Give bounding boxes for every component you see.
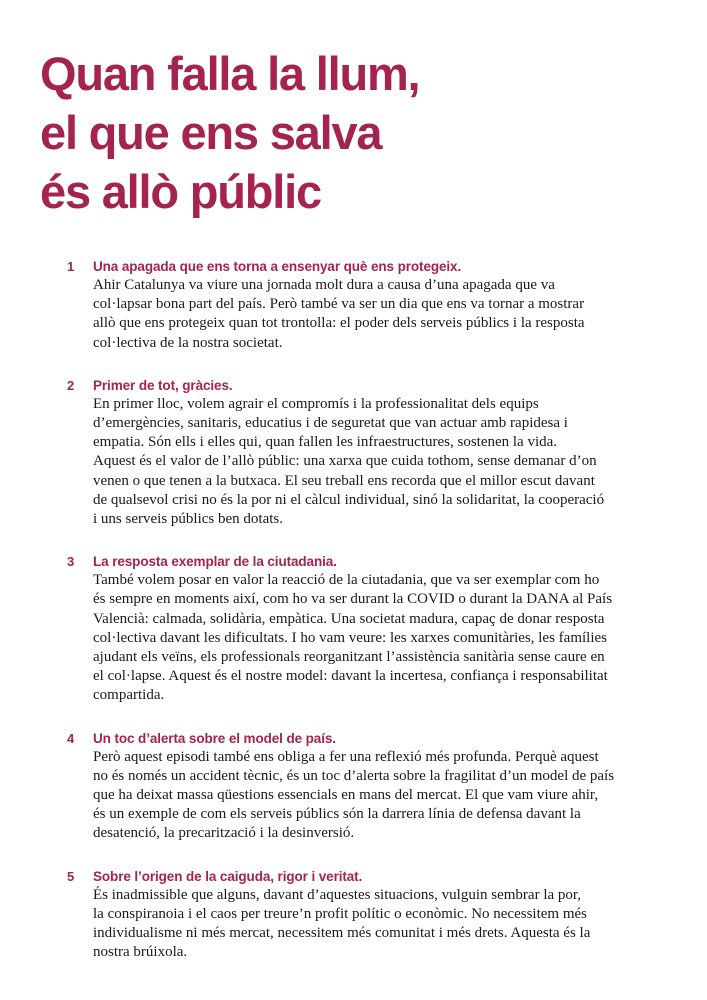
body-line: Valencià: calmada, solidària, empàtica. Una societat madura, capaç de donar resposta (93, 610, 605, 627)
section-heading: Sobre l’origen de la caiguda, rigor i veritat. (93, 868, 363, 884)
body-line: que ha deixat massa qüestions essencials en mans del mercat. El que vam viure ahir, (93, 787, 599, 804)
section-body (93, 395, 653, 529)
section-heading: La resposta exemplar de la ciutadania. (93, 554, 337, 570)
title-line-3: és allò públic (40, 165, 321, 218)
body-line: És inadmissible que alguns, davant d’aquestes situacions, vulguin sembrar la por, (93, 886, 582, 903)
section-content (93, 868, 653, 963)
body-line: ajudant els veïns, els professionals reorganitzant l’assistència sanitària sense caure en (93, 649, 605, 666)
body-line: Aquest és el valor de l’allò públic: una xarxa que cuida tothom, sense demanar d’on (93, 453, 597, 470)
section-content (93, 258, 653, 353)
body-line: desatenció, la precarització i la desinversió. (93, 825, 355, 842)
sections-list (0, 258, 707, 986)
body-line: compartida. (93, 687, 165, 704)
body-line: individualisme ni més mercat, necessitem més comunitat i més drets. Aquesta és la (93, 925, 591, 942)
section-body (93, 571, 653, 705)
section-3 (0, 553, 707, 705)
body-line: allò que ens protegeix quan tot trontolla: el poder dels serveis públics i la resposta (93, 315, 585, 332)
section-number: 2 (67, 377, 75, 393)
body-line: la conspiranoia i el caos per treure’n profit polític o econòmic. No necessitem més (93, 905, 587, 922)
section-heading: Primer de tot, gràcies. (93, 377, 233, 393)
section-content (93, 553, 653, 705)
body-line: i uns serveis públics ben dotats. (93, 511, 283, 528)
section-number: 1 (67, 259, 75, 274)
body-line: Ahir Catalunya va viure una jornada molt dura a causa d’una apagada que va (93, 277, 555, 293)
section-heading: Una apagada que ens torna a ensenyar què ens protegeix. (93, 259, 462, 274)
section-4 (0, 730, 707, 844)
section-content (93, 730, 653, 844)
body-line: de qualsevol crisi no és la por ni el càlcul individual, sinó la solidaritat, la cooperació (93, 491, 605, 508)
section-body (93, 748, 653, 844)
body-line: és un exemple de com els serveis públics són la darrera línia de defensa davant la (93, 806, 581, 823)
section-2 (0, 377, 707, 529)
body-line: és sempre en moments així, com ho va ser durant la COVID o durant la DANA al País (93, 591, 613, 608)
section-1 (0, 258, 707, 353)
section-number: 5 (67, 868, 75, 884)
section-heading: Un toc d’alerta sobre el model de país. (93, 730, 336, 746)
body-line: col·lapsar bona part del país. Però també va ser un dia que ens va tornar a mostrar (93, 296, 585, 313)
section-body (93, 886, 653, 963)
body-line: També volem posar en valor la reacció de la ciutadania, que va ser exemplar com ho (93, 572, 600, 589)
body-line: Però aquest episodi també ens obliga a fer una reflexió més profunda. Perquè aquest (93, 748, 599, 765)
section-content (93, 377, 653, 529)
title-line-1: Quan falla la llum, (40, 47, 420, 100)
body-line: venen o que tenen a la butxaca. El seu treball ens recorda que el millor escut davant (93, 472, 595, 489)
section-body (93, 276, 653, 353)
title-line-2: el que ens salva (40, 106, 382, 159)
body-line: nostra brúixola. (93, 944, 188, 961)
page-title (40, 44, 419, 221)
body-line: no és només un accident tècnic, és un toc d’alerta sobre la fragilitat d’un model de país (93, 767, 615, 784)
body-line: el col·lapse. Aquest és el nostre model: davant la incertesa, confiança i responsabilitat (93, 668, 608, 685)
section-number: 4 (67, 730, 75, 746)
body-line: col·lectiva de la nostra societat. (93, 334, 283, 351)
body-line: empatia. Són ells i elles qui, quan fallen les infraestructures, sostenen la vida. (93, 434, 558, 451)
body-line: En primer lloc, volem agrair el compromís i la professionalitat dels equips (93, 395, 539, 412)
body-line: col·lectiva davant les dificultats. I ho vam veure: les xarxes comunitàries, les famílies (93, 629, 607, 646)
body-line: d’emergències, sanitaris, educatius i de seguretat que van actuar amb rapidesa i (93, 415, 568, 432)
section-5 (0, 868, 707, 963)
section-number: 3 (67, 554, 75, 570)
